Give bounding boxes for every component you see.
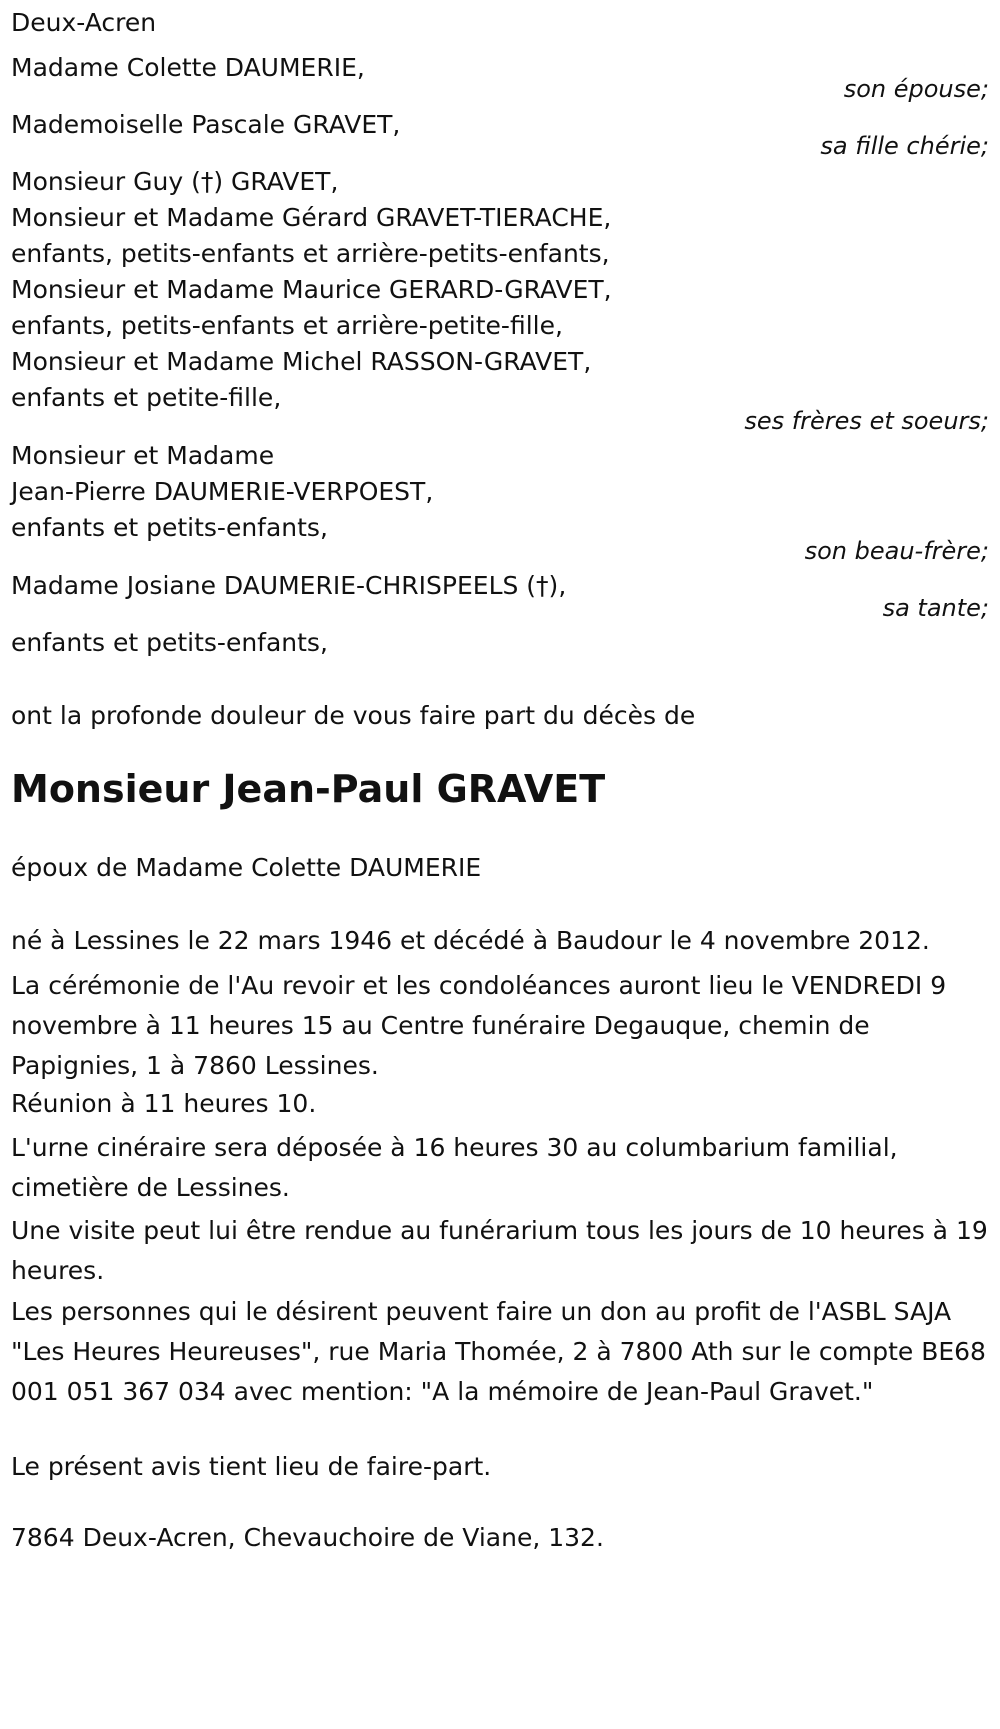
sibling-line: Monsieur Guy (†) GRAVET, — [11, 167, 339, 196]
sibling-line: Monsieur et Madame Michel RASSON-GRAVET, — [11, 347, 592, 376]
spouse-role: son épouse; — [843, 75, 989, 103]
address-text: 7864 Deux-Acren, Chevauchoire de Viane, 132. — [11, 1523, 604, 1552]
sibling-line: enfants et petite-fille, — [11, 383, 282, 412]
sibling-line: enfants, petits-enfants et arrière-petite-fille, — [11, 311, 563, 340]
sibling-line: enfants, petits-enfants et arrière-petits-enfants, — [11, 239, 610, 268]
brother-in-law-line: Monsieur et Madame — [11, 441, 275, 470]
sibling-line: Monsieur et Madame Gérard GRAVET-TIERACHE, — [11, 203, 612, 232]
aunt-role: sa tante; — [882, 594, 989, 622]
daughter-name: Mademoiselle Pascale GRAVET, — [11, 110, 401, 139]
spouse-name: Madame Colette DAUMERIE, — [11, 53, 365, 82]
birth-death: né à Lessines le 22 mars 1946 et décédé à Baudour le 4 novembre 2012. — [11, 926, 930, 955]
aunt-children: enfants et petits-enfants, — [11, 628, 328, 657]
aunt-name: Madame Josiane DAUMERIE-CHRISPEELS (†), — [11, 571, 567, 600]
spouse-of: époux de Madame Colette DAUMERIE — [11, 853, 482, 882]
daughter-role: sa fille chérie; — [820, 132, 989, 160]
urn-text: L'urne cinéraire sera déposée à 16 heures 30 au columbarium familial, cimetière de Lessines. — [11, 1133, 898, 1202]
brother-in-law-line: Jean-Pierre DAUMERIE-VERPOEST, — [11, 477, 434, 506]
deceased-name: Monsieur Jean-Paul GRAVET — [11, 767, 606, 811]
siblings-role: ses frères et soeurs; — [744, 407, 989, 435]
location-header: Deux-Acren — [11, 8, 157, 37]
donation-text: Les personnes qui le désirent peuvent faire un don au profit de l'ASBL SAJA "Les Heures Heureuses", rue Maria Thomée, 2 à 7800 Ath sur le compte BE68 001 051 367 034 avec mention: "A la mémoire de Jean-Paul Gravet." — [11, 1297, 986, 1406]
visit-text: Une visite peut lui être rendue au funérarium tous les jours de 10 heures à 19 heures. — [11, 1216, 988, 1285]
sibling-line: Monsieur et Madame Maurice GERARD-GRAVET, — [11, 275, 612, 304]
brother-in-law-role: son beau-frère; — [804, 537, 989, 565]
meeting-text: Réunion à 11 heures 10. — [11, 1089, 317, 1118]
ceremony-text: La cérémonie de l'Au revoir et les condoléances auront lieu le VENDREDI 9 novembre à 11 heures 15 au Centre funéraire Degauque, chemin de Papignies, 1 à 7860 Lessines. — [11, 971, 947, 1080]
notice-text: Le présent avis tient lieu de faire-part. — [11, 1452, 492, 1481]
announcement-intro: ont la profonde douleur de vous faire part du décès de — [11, 701, 696, 730]
brother-in-law-line: enfants et petits-enfants, — [11, 513, 328, 542]
